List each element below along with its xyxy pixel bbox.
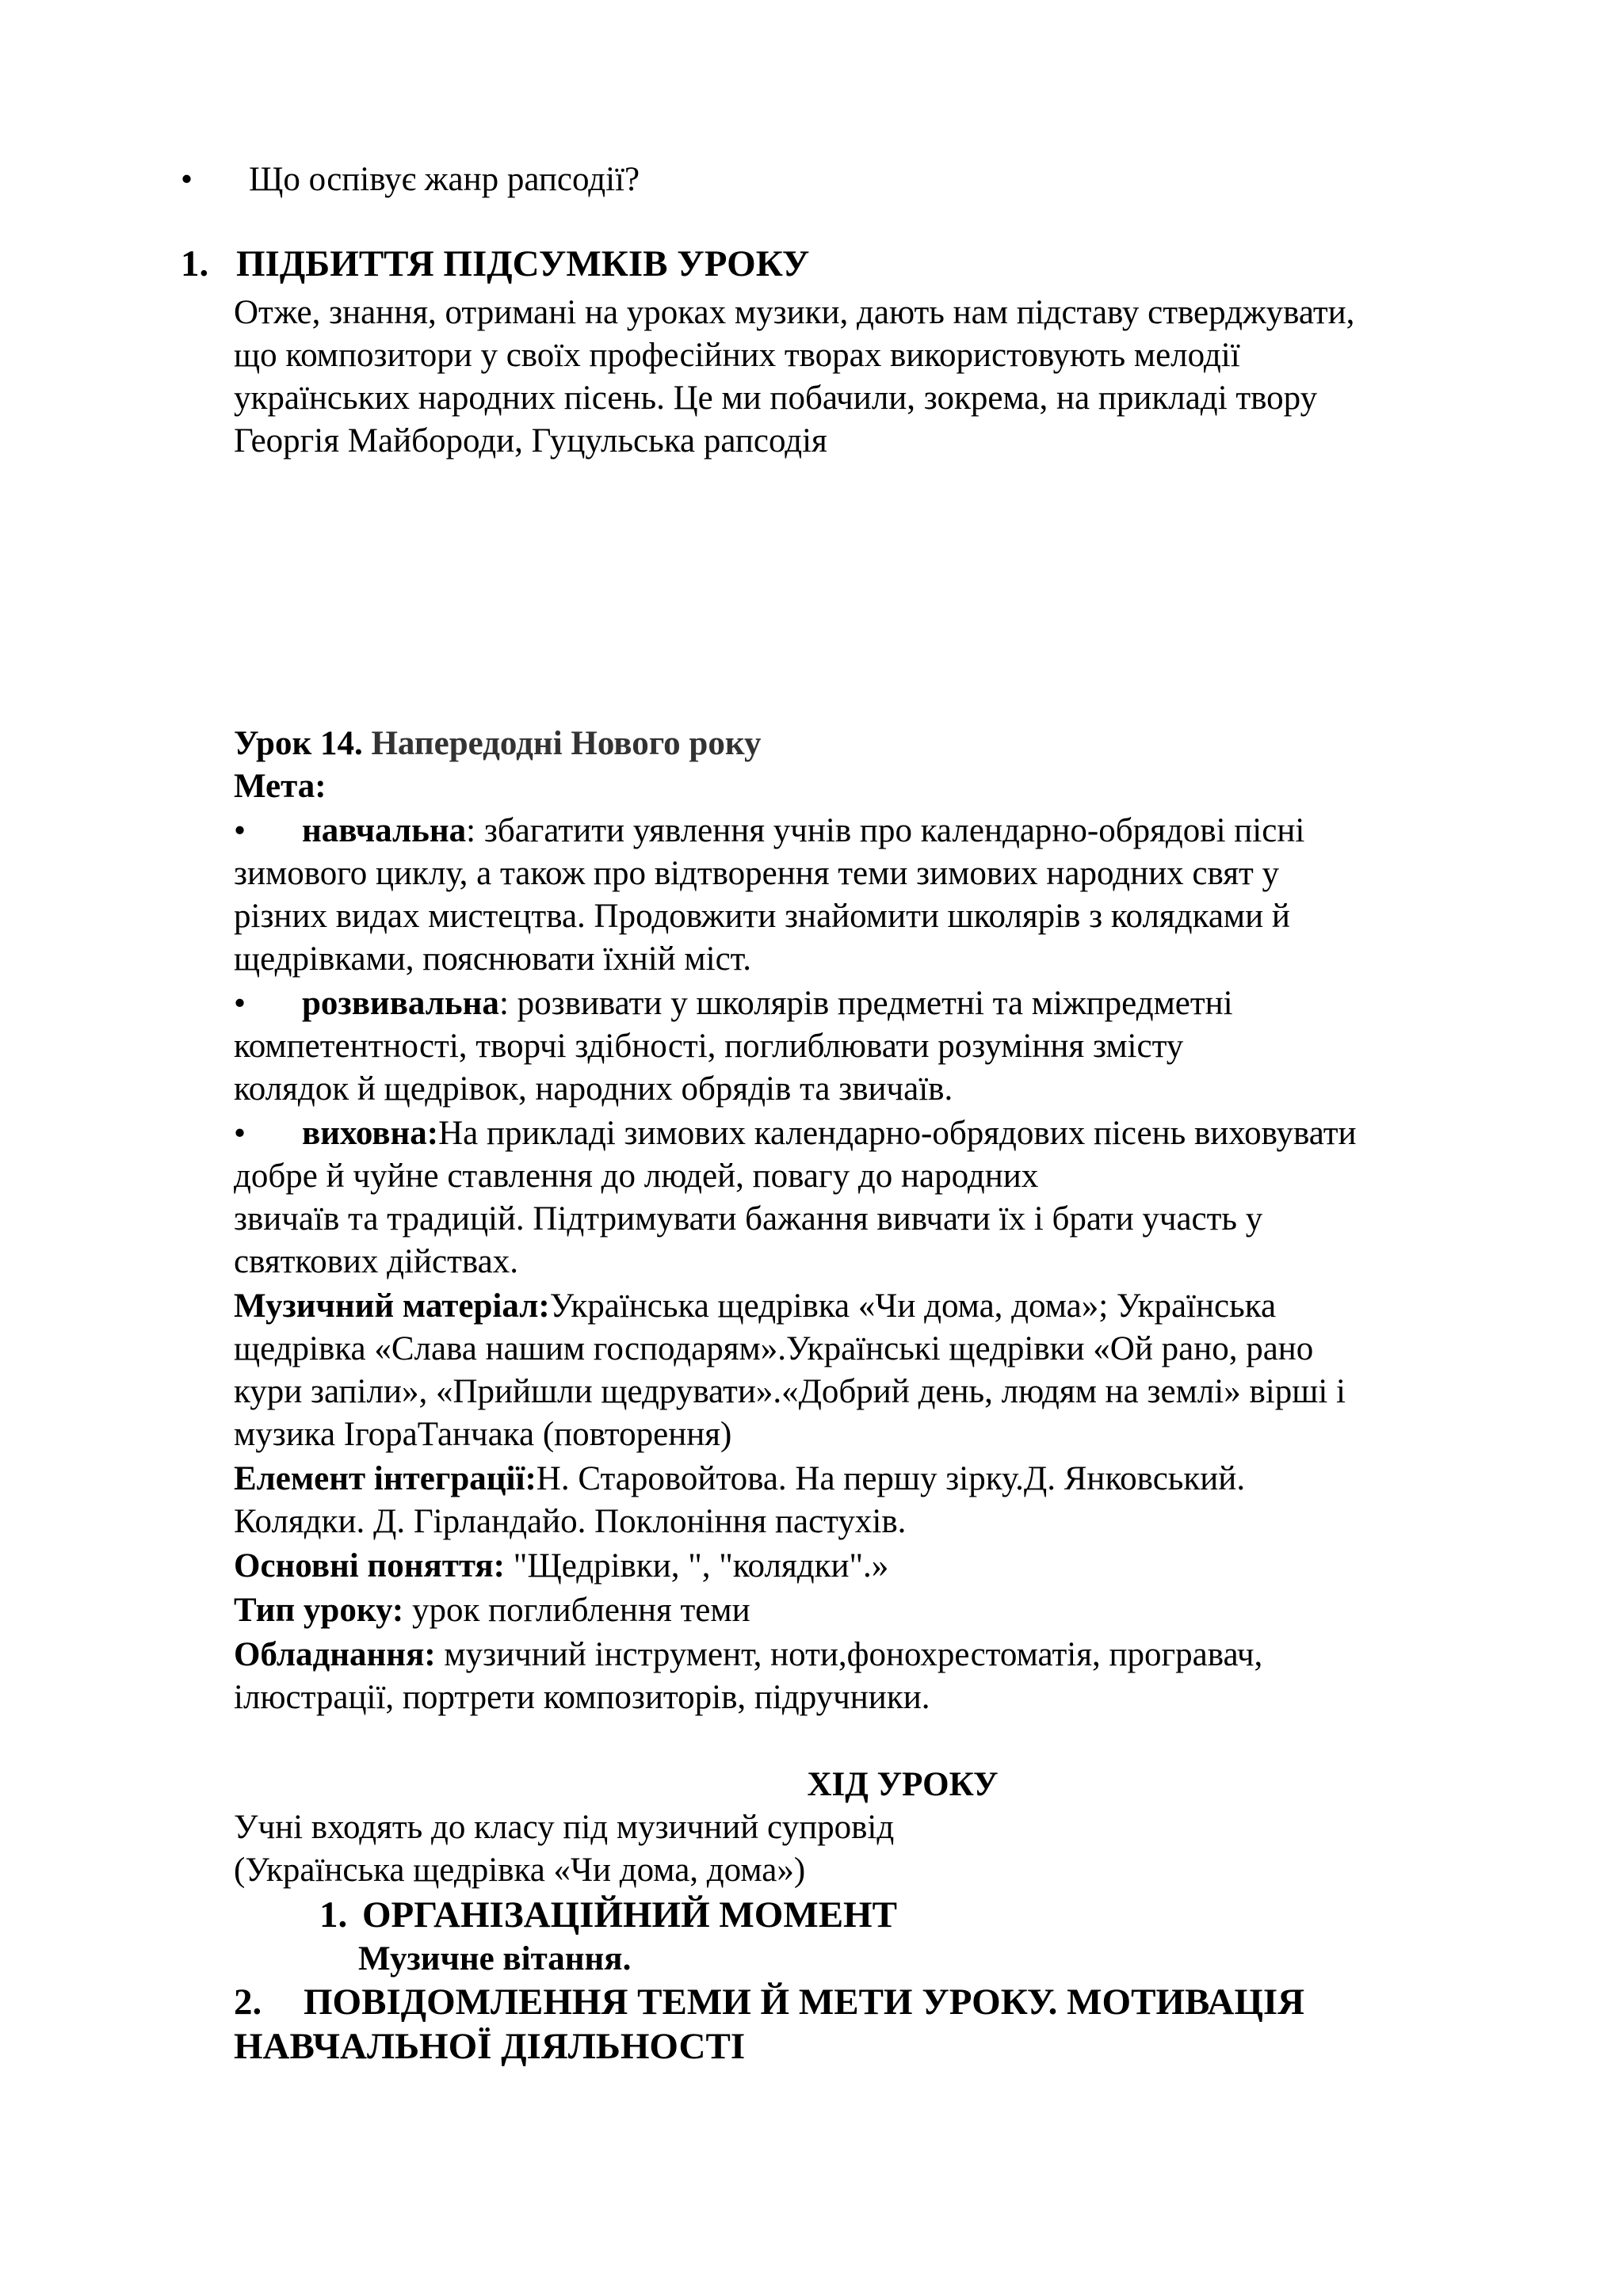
integration-text: Н. Старовойтова. На першу зірку.Д. Янковський. [536,1460,1246,1497]
music-material-label: Музичний матеріал: [234,1287,550,1325]
summary-line: Георгія Майбороди, Гуцульська рапсодія [234,422,827,460]
lesson-title-prefix: Урок 14. [234,725,363,762]
equipment-line: ілюстрації, портрети композиторів, підручники. [234,1679,930,1716]
music-material-line: кури запіли», «Прийшли щедрувати».«Добрий день, людям на землі» вірші і [234,1373,1346,1410]
goal-item-developmental [234,982,1233,1025]
equipment-label: Обладнання: [234,1636,436,1673]
goal-text: На прикладі зимових календарно-обрядових пісень виховувати [438,1115,1357,1152]
goal-label: Мета: [234,768,327,805]
step2-heading [234,1981,1304,2023]
step2-heading-text: ПОВІДОМЛЕННЯ ТЕМИ Й МЕТИ УРОКУ. МОТИВАЦІЯ [304,1981,1305,2023]
goal-line: добре й чуйне ставлення до людей, повагу до народних [234,1158,1039,1195]
key-concepts [234,1545,888,1588]
lesson-type-label: Тип уроку: [234,1592,404,1629]
bullet-icon: • [234,812,246,849]
step1-heading [319,1894,897,1936]
music-material-line: щедрівка «Слава нашим господарям».Українські щедрівки «Ой рано, рано [234,1330,1314,1367]
step2-heading-line2: НАВЧАЛЬНОЇ ДІЯЛЬНОСТІ [234,2026,746,2067]
course-heading: ХІД УРОКУ [807,1766,999,1803]
lesson-title-topic: Напередодні Нового року [371,725,762,762]
integration-label: Елемент інтеграції: [234,1460,537,1497]
goal-line: зимового циклу, а також про відтворення теми зимових народних свят у [234,855,1280,892]
goal-line: святкових дійствах. [234,1243,518,1280]
music-material [234,1285,1276,1328]
summary-heading [181,242,809,285]
summary-heading-text: ПІДБИТТЯ ПІДСУМКІВ УРОКУ [236,243,810,284]
integration-line: Колядки. Д. Гірландайо. Поклоніння пастухів. [234,1503,907,1540]
goal-line: різних видах мистецтва. Продовжити знайомити школярів з колядками й [234,898,1290,935]
equipment [234,1634,1262,1676]
goal-line: компетентності, творчі здібності, поглиблювати розуміння змісту [234,1028,1184,1065]
step1-heading-text: ОРГАНІЗАЦІЙНИЙ МОМЕНТ [362,1894,897,1936]
goal-label-developmental: розвивальна [302,985,499,1022]
key-concepts-text: "Щедрівки, ", "колядки".» [505,1547,889,1585]
goal-line: звичаїв та традицій. Підтримувати бажання вивчати їх і брати участь у [234,1200,1263,1238]
summary-number: 1. [181,243,209,284]
lesson-title [234,723,762,765]
step1-sub: Музичне вітання. [358,1940,632,1978]
bullet-icon: • [234,1115,246,1152]
goal-line: щедрівками, пояснювати їхній міст. [234,940,751,978]
bullet-icon: • [234,985,246,1022]
lesson-type [234,1589,750,1632]
goal-line: колядок й щедрівок, народних обрядів та звичаїв. [234,1070,953,1108]
goal-item-upbringing [234,1112,1357,1155]
bullet-icon: • [181,161,193,198]
course-intro-line: (Українська щедрівка «Чи дома, дома») [234,1852,806,1889]
step1-number: 1. [319,1894,348,1936]
course-intro-line: Учні входять до класу під музичний супровід [234,1809,895,1846]
step2-number: 2. [234,1981,262,2023]
goal-text: : розвивати у школярів предметні та міжпредметні [498,985,1233,1022]
lesson-type-text: урок поглиблення теми [403,1592,750,1629]
top-question-text: Що оспівує жанр рапсодії? [249,161,640,198]
summary-line: українських народних пісень. Це ми побачили, зокрема, на прикладі твору [234,379,1318,417]
goal-item-educational [234,810,1304,852]
key-concepts-label: Основні поняття: [234,1547,506,1585]
summary-line: Отже, знання, отримані на уроках музики, дають нам підставу стверджувати, [234,294,1355,331]
goal-label-educational: навчальна [302,812,467,849]
top-question [181,158,640,201]
music-material-line: музика ІгораТанчака (повторення) [234,1416,732,1453]
goal-text: : збагатити уявлення учнів про календарно-обрядові пісні [466,812,1305,849]
summary-line: що композитори у своїх професійних творах використовують мелодії [234,337,1240,374]
integration [234,1458,1245,1501]
goal-label-upbringing: виховна: [302,1115,439,1152]
music-material-text: Українська щедрівка «Чи дома, дома»; Українська [549,1287,1277,1325]
equipment-text: музичний інструмент, ноти,фонохрестоматія, програвач, [435,1636,1263,1673]
